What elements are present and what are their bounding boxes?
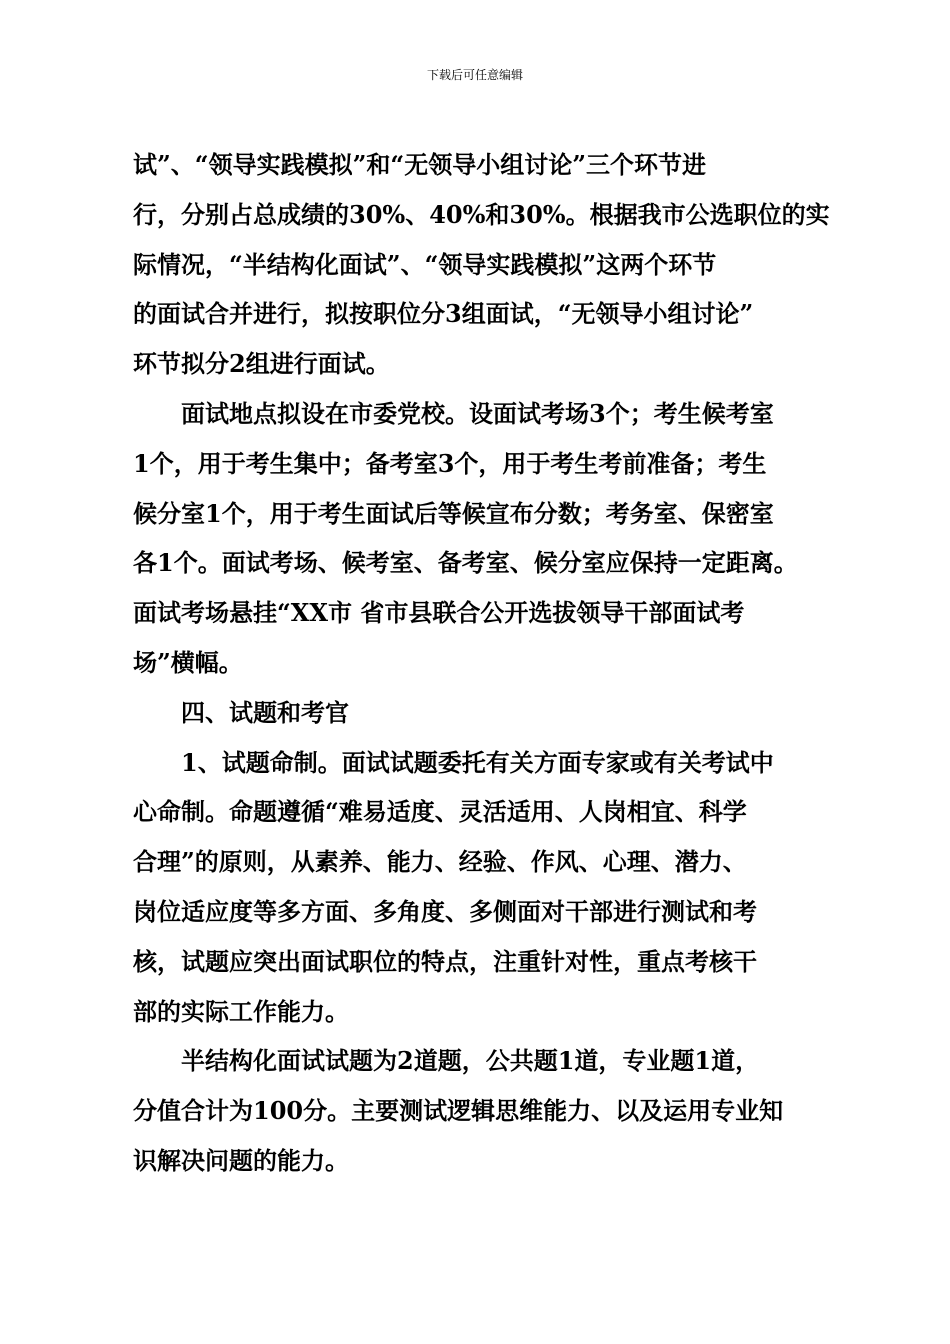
text-line: 场”横幅。: [133, 647, 243, 677]
text-line: 行，分别占总成绩的30%、40%和30%。根据我市公选职位的实: [133, 199, 830, 229]
text-line: 心命制。命题遵循“难易适度、灵活适用、人岗相宜、科学: [133, 797, 747, 827]
header-note: 下载后可任意编辑: [426, 68, 523, 82]
text-line: 面试考场悬挂“XX市 省市县联合公开选拔领导干部面试考: [133, 598, 745, 628]
text-line: 识解决问题的能力。: [133, 1145, 349, 1175]
text-line: 面试地点拟设在市委党校。设面试考场3个；考生候考室: [181, 398, 774, 428]
text-line: 环节拟分2组进行面试。: [133, 349, 390, 379]
text-line: 岗位适应度等多方面、多角度、多侧面对干部进行测试和考: [133, 896, 757, 926]
text-line: 各1个。面试考场、候考室、备考室、候分室应保持一定距离。: [133, 548, 798, 578]
text-line: 试”、“领导实践模拟”和“无领导小组讨论”三个环节进: [133, 150, 707, 179]
text-line: 候分室1个，用于考生面试后等候宣布分数；考务室、保密室: [133, 498, 774, 528]
text-line: 半结构化面试试题为2道题，公共题1道，专业题1道，: [181, 1046, 760, 1076]
text-line: 1、试题命制。面试试题委托有关方面专家或有关考试中: [181, 747, 774, 777]
text-line: 际情况，“半结构化面试”、“领导实践模拟”这两个环节: [133, 249, 717, 279]
body-text: [133, 140, 830, 1186]
text-line: 的面试合并进行，拟按职位分3组面试，“无领导小组讨论”: [133, 299, 754, 329]
text-line: 四、试题和考官: [181, 697, 349, 727]
text-line: 1个，用于考生集中；备考室3个，用于考生考前准备；考生: [133, 448, 767, 478]
text-line: 部的实际工作能力。: [133, 996, 349, 1026]
text-line: 分值合计为100分。主要测试逻辑思维能力、以及运用专业知: [133, 1096, 784, 1126]
text-line: 合理”的原则，从素养、能力、经验、作风、心理、潜力、: [133, 847, 747, 877]
text-line: 核，试题应突出面试职位的特点，注重针对性，重点考核干: [133, 946, 757, 976]
